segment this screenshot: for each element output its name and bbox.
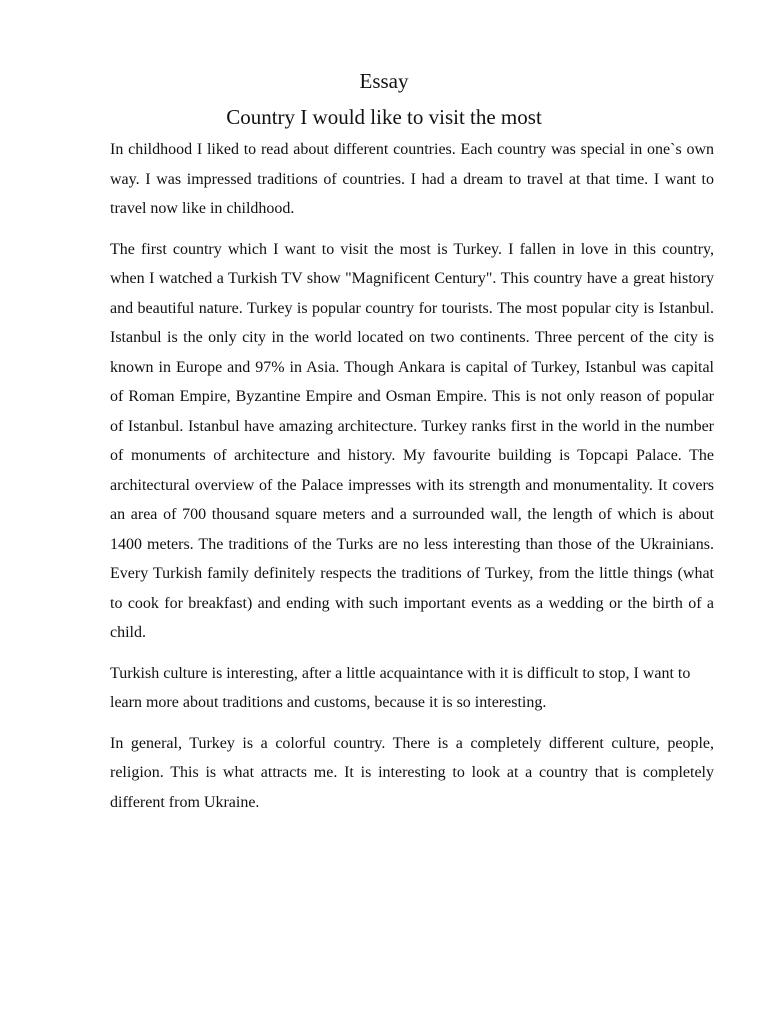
paragraph-conclusion: In general, Turkey is a colorful country. There is a completely different culture, people, religion. This is what attracts me. It is interesting to look at a country that is completely different from Ukraine. bbox=[110, 734, 714, 811]
paragraph-intro: In childhood I liked to read about different countries. Each country was special in one`s own way. I was impressed traditions of countries. I had a dream to travel at that time. I want to travel now like in childhood. bbox=[110, 141, 714, 217]
paragraph-culture: Turkish culture is interesting, after a little acquaintance with it is difficult to stop, I want to learn more about traditions and customs, because it is so interesting. bbox=[110, 664, 691, 711]
document-title: Country I would like to visit the most bbox=[226, 105, 542, 129]
paragraph-turkey: The first country which I want to visit the most is Turkey. I fallen in love in this country, when I watched a Turkish TV show "Magnificent Century". This country have a great history and beautiful nature. Turkey is popular country for tourists. The most popular city is Istanbul. Istanbul is the only city in the world located on two continents. Three percent of the city is known in Europe and 97% in Asia. Though Ankara is capital of Turkey, Istanbul was capital of Roman Empire, Byzantine Empire and Osman Empire. This is not only reason of popular of Istanbul. Istanbul have amazing architecture. Turkey ranks first in the world in the number of monuments of architecture and history. My favourite building is Topcapi Palace. The architectural overview of the Palace impresses with its strength and monumentality. It covers an area of 700 thousand square meters and a surrounded wall, the length of which is about 1400 meters. The traditions of the Turks are no less interesting than those of the Ukrainians. Every Turkish family definitely respects the traditions of Turkey, from the little things (what to cook for breakfast) and ending with such important events as a wedding or the birth of a child. bbox=[110, 240, 714, 641]
document-body bbox=[110, 135, 714, 828]
document-label: Essay bbox=[359, 69, 409, 93]
